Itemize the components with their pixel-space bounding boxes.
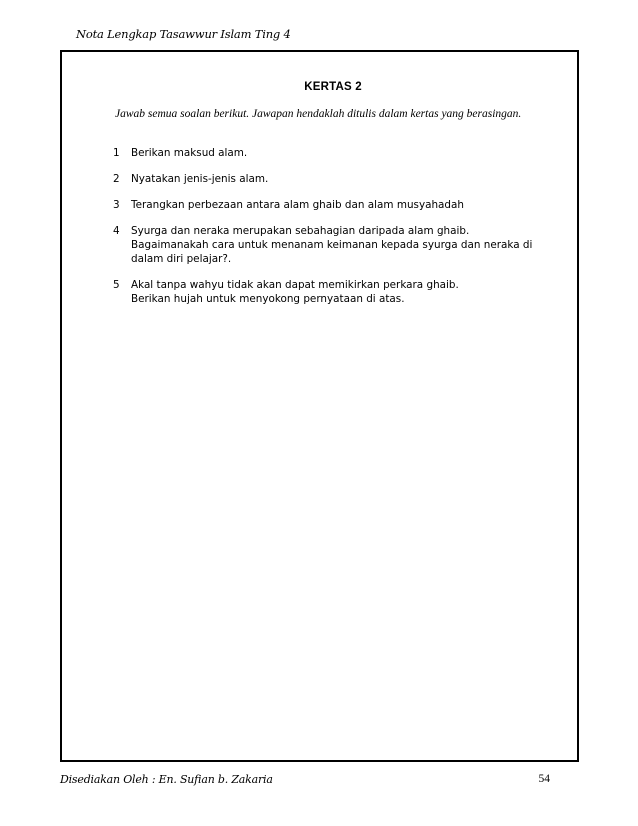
question-number: 5 [113,279,120,291]
question-text-line: Syurga dan neraka merupakan sebahagian daripada alam ghaib. [131,225,470,237]
page-number: 54 [538,773,550,785]
question-text-line: Berikan maksud alam. [131,147,248,159]
question-number: 2 [113,173,120,185]
content-frame [60,50,579,762]
question-number: 4 [113,225,120,237]
question-text-line: dalam diri pelajar?. [131,253,232,265]
question-list [113,146,553,318]
question-item-1 [113,146,553,160]
instruction-text: Jawab semua soalan berikut. Jawapan hendaklah ditulis dalam kertas yang berasingan. [115,108,522,120]
question-text-line: Nyatakan jenis-jenis alam. [131,173,269,185]
page-title: KERTAS 2 [304,81,362,93]
question-item-3 [113,198,553,212]
question-text-line: Terangkan perbezaan antara alam ghaib dan alam musyahadah [131,199,464,211]
question-text-line: Bagaimanakah cara untuk menanam keimanan kepada syurga dan neraka di [131,239,533,251]
question-item-4 [113,224,553,266]
question-number: 1 [113,147,120,159]
question-item-5 [113,278,553,306]
question-text-line: Berikan hujah untuk menyokong pernyataan di atas. [131,293,405,305]
running-header: Nota Lengkap Tasawwur Islam Ting 4 [76,27,291,41]
question-text-line: Akal tanpa wahyu tidak akan dapat memikirkan perkara ghaib. [131,279,459,291]
question-number: 3 [113,199,120,211]
running-footer: Disediakan Oleh : En. Sufian b. Zakaria [60,773,273,786]
question-item-2 [113,172,553,186]
